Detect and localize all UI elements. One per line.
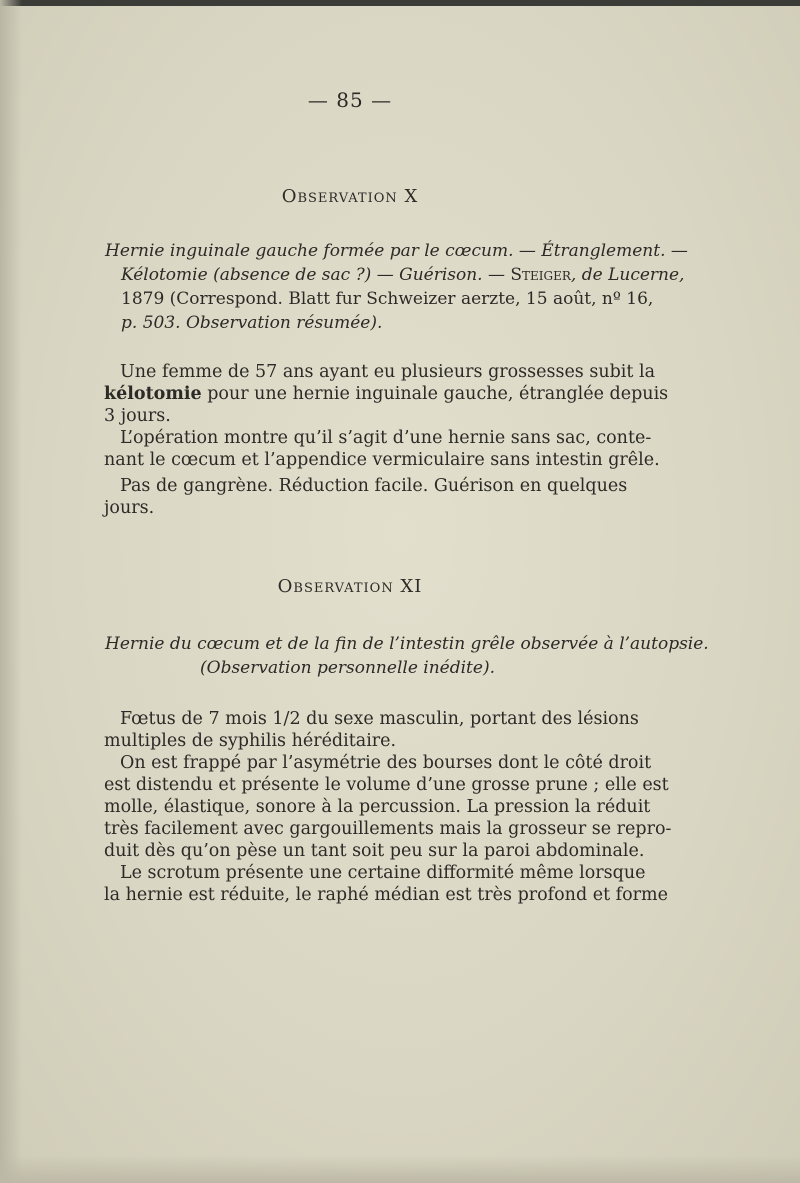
observation-xi-heading — [105, 632, 709, 680]
text-line: jours. — [104, 498, 155, 518]
observation-x-heading — [105, 239, 688, 335]
text-line: duit dès qu’on pèse un tant soit peu sur la paroi abdominale. — [104, 841, 645, 861]
text-line: Le scrotum présente une certaine difformité même lorsque — [120, 863, 646, 883]
text-line: la hernie est réduite, le raphé médian est très profond et forme — [104, 885, 668, 905]
heading-text: , de Lucerne, — [570, 265, 685, 285]
observation-x-paragraph-3 — [104, 475, 628, 519]
observation-x-paragraph-1 — [104, 361, 669, 427]
text-line: Une femme de 57 ans ayant eu plusieurs grossesses subit la — [120, 362, 656, 382]
author-name: Steiger — [510, 265, 571, 285]
heading-text: Kélotomie (absence de sac ?) — Guérison. — — [121, 265, 511, 285]
text-line: Fœtus de 7 mois 1/2 du sexe masculin, portant des lésions — [120, 709, 639, 729]
text-line: Pas de gangrène. Réduction facile. Guérison en quelques — [120, 476, 628, 496]
heading-line — [105, 263, 685, 287]
heading-line: Hernie du cœcum et de la fin de l’intestin grêle observée à l’autopsie. — [105, 634, 709, 654]
text-line: kélotomie pour une hernie inguinale gauche, étranglée depuis — [104, 384, 669, 404]
observation-xi-paragraph-3 — [104, 862, 668, 906]
text-line: très facilement avec gargouillements mais la grosseur se repro- — [104, 819, 672, 839]
observation-xi-paragraph-1 — [104, 708, 639, 752]
text-line: L’opération montre qu’il s’agit d’une hernie sans sac, conte- — [120, 428, 652, 448]
text-line: nant le cœcum et l’appendice vermiculaire sans intestin grêle. — [104, 450, 660, 470]
text-line: multiples de syphilis héréditaire. — [104, 731, 397, 751]
heading-line: Hernie inguinale gauche formée par le cœcum. — Étranglement. — — [105, 241, 688, 261]
text-line: 3 jours. — [104, 406, 171, 426]
text-line: On est frappé par l’asymétrie des bourses dont le côté droit — [120, 753, 652, 773]
observation-xi-paragraph-2 — [104, 752, 672, 862]
bold-word: kélotomie — [104, 384, 202, 404]
heading-line: (Observation personnelle inédite). — [200, 658, 495, 678]
page-number: — 85 — — [307, 88, 393, 112]
observation-xi-title: Observation XI — [277, 576, 423, 597]
observation-x-paragraph-2 — [104, 427, 660, 471]
text-line: molle, élastique, sonore à la percussion. La pression la réduit — [104, 797, 651, 817]
heading-line: p. 503. Observation résumée). — [121, 313, 383, 333]
page-top-edge — [0, 0, 800, 6]
text-line: est distendu et présente le volume d’une grosse prune ; elle est — [104, 775, 669, 795]
observation-x-title: Observation X — [281, 186, 419, 207]
page-bottom-shadow — [0, 1155, 800, 1183]
heading-line: 1879 (Correspond. Blatt fur Schweizer aerzte, 15 août, nº 16, — [121, 289, 654, 309]
